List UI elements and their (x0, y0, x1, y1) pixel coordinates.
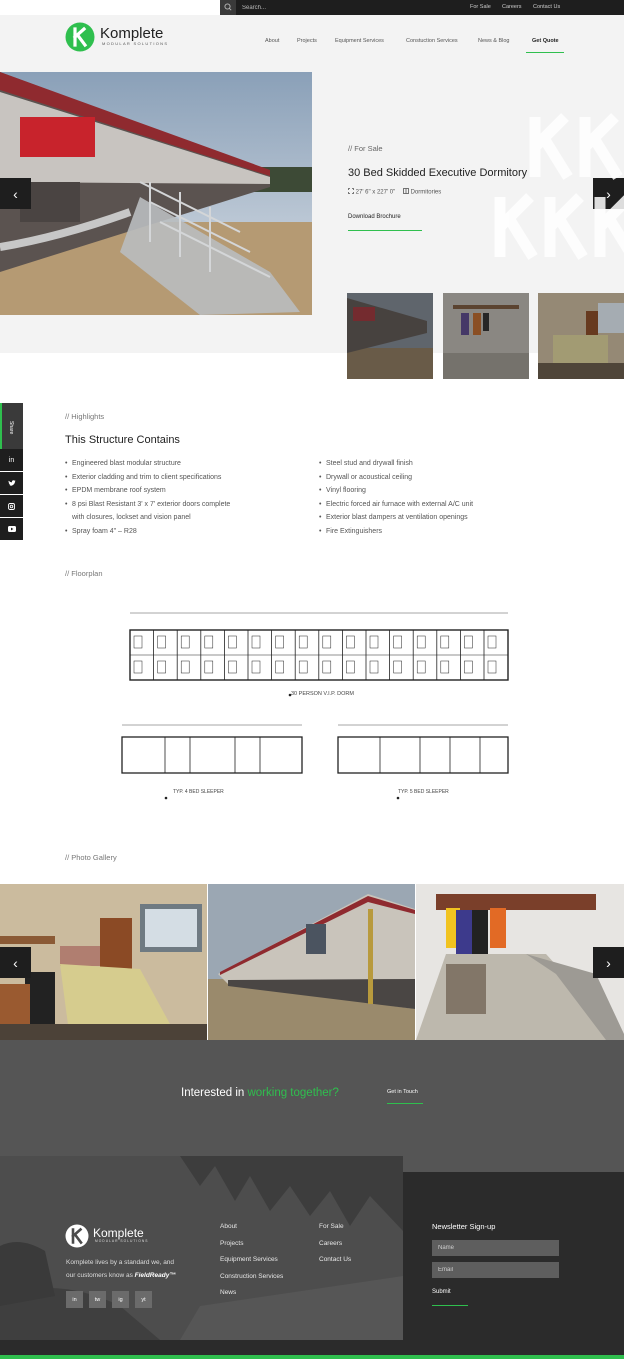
nav-construction-services[interactable]: Constuction Services (406, 38, 458, 44)
top-link-for-sale[interactable]: For Sale (470, 4, 491, 10)
chevron-right-icon: › (606, 954, 611, 971)
youtube-icon (8, 526, 16, 532)
share-accent (0, 403, 2, 449)
twitter-icon: tw (94, 1296, 101, 1303)
footer-link-about[interactable]: About (220, 1223, 237, 1230)
thumbnail-exterior[interactable] (347, 293, 433, 379)
hero-rooms: Dormitories (410, 189, 442, 196)
footer-link-construction[interactable]: Construction Services (220, 1273, 284, 1280)
share-tab[interactable] (0, 403, 23, 449)
hero-tag: // For Sale (348, 144, 383, 153)
footer-accent-strip (0, 1355, 624, 1359)
floorplan-label: // Floorplan (65, 569, 103, 578)
footer-newsletter-panel (403, 1172, 624, 1340)
share-twitter[interactable] (0, 472, 23, 494)
newsletter-submit-button[interactable]: Submit (432, 1289, 451, 1295)
highlights-list-left (65, 457, 230, 538)
twitter-icon (8, 480, 16, 487)
logo-k-icon (65, 1224, 91, 1248)
newsletter-title: Newsletter Sign-up (432, 1222, 496, 1231)
highlight-item: • Drywall or acoustical ceiling (319, 471, 473, 485)
hero-photo-dormitory (0, 72, 312, 315)
footer-link-careers[interactable]: Careers (319, 1240, 343, 1247)
highlights-list-right (319, 457, 473, 538)
highlight-item-continued: with closures, lockset and vision panel (72, 514, 191, 521)
search-input[interactable] (242, 2, 422, 13)
instagram-icon (8, 503, 15, 510)
hero-size: 27' 6" x 227' 0" (355, 189, 396, 196)
tagline-line-2: our customers know as (66, 1272, 135, 1279)
footer-link-news[interactable]: News (220, 1289, 237, 1296)
size-icon (348, 188, 354, 194)
highlight-item: • Exterior blast dampers at ventilation openings (319, 511, 473, 525)
footer-logo[interactable] (65, 1224, 165, 1248)
nav-quote-underline (526, 52, 564, 53)
footer-linkedin[interactable] (66, 1291, 83, 1308)
highlight-item: • EPDM membrane roof system (65, 484, 230, 498)
footer-youtube[interactable] (135, 1291, 152, 1308)
footer-link-projects[interactable]: Projects (220, 1240, 244, 1247)
gallery-prev-arrow[interactable] (0, 947, 31, 978)
room-icon (403, 188, 409, 194)
nav-news-blog[interactable]: News & Blog (478, 38, 510, 44)
thumbnail-bedroom[interactable] (538, 293, 624, 379)
logo-wordmark: Komplete (100, 25, 164, 42)
highlight-item: • Engineered blast modular structure (65, 457, 230, 471)
footer-instagram[interactable] (112, 1291, 129, 1308)
highlight-item: • 8 psi Blast Resistant 3' x 7' exterior doors complete (65, 498, 230, 512)
floorplan-left-caption: TYP. 4 BED SLEEPER (173, 789, 224, 795)
gallery-next-arrow[interactable] (593, 947, 624, 978)
footer-twitter[interactable] (89, 1291, 106, 1308)
linkedin-icon: in (8, 456, 15, 464)
highlight-item: • Electric forced air furnace with external A/C unit (319, 498, 473, 512)
hero-meta (348, 188, 441, 196)
structure-title: This Structure Contains (65, 434, 180, 446)
floorplan-right-caption: TYP. 5 BED SLEEPER (398, 789, 449, 795)
gallery-photo-bedroom[interactable] (0, 884, 207, 1040)
thumbnail-mudroom[interactable] (443, 293, 529, 379)
top-link-careers[interactable]: Careers (502, 4, 522, 10)
chevron-left-icon: ‹ (13, 954, 18, 971)
brochure-underline (348, 230, 422, 231)
tagline-line-1: Komplete lives by a standard we, and (66, 1259, 175, 1266)
footer-link-contact[interactable]: Contact Us (319, 1256, 352, 1263)
top-bar (220, 0, 624, 15)
share-linkedin[interactable] (0, 449, 23, 471)
nav-get-quote[interactable]: Get Quote (532, 38, 559, 44)
share-youtube[interactable] (0, 518, 23, 540)
hero-prev-arrow[interactable] (0, 178, 31, 209)
highlight-item: • Vinyl flooring (319, 484, 473, 498)
newsletter-name-input[interactable] (432, 1240, 559, 1256)
nav-equipment-services[interactable]: Equipment Services (335, 38, 384, 44)
site-logo[interactable] (65, 22, 185, 52)
highlight-item: • Steel stud and drywall finish (319, 457, 473, 471)
tagline-brand: FieldReady™ (134, 1272, 176, 1279)
nav-about[interactable]: About (265, 38, 280, 44)
floorplan-drawing (100, 605, 520, 810)
search-button[interactable] (220, 0, 236, 15)
search-icon (220, 0, 236, 15)
youtube-icon: yt (141, 1296, 146, 1303)
footer-link-equipment[interactable]: Equipment Services (220, 1256, 278, 1263)
cta-button-underline (387, 1103, 423, 1104)
highlight-item: • Exterior cladding and trim to client specifications (65, 471, 230, 485)
footer-link-for-sale[interactable]: For Sale (319, 1223, 344, 1230)
hero-title: 30 Bed Skidded Executive Dormitory (348, 167, 528, 179)
get-in-touch-button[interactable]: Get in Touch (387, 1089, 418, 1095)
footer-tagline (66, 1256, 196, 1282)
highlight-item: • Spray foam 4" – R28 (65, 525, 230, 539)
cta-lead: Interested in (181, 1087, 248, 1099)
cta-highlight: working together? (247, 1087, 339, 1099)
floorplan-main-caption: 30 PERSON V.I.P. DORM (291, 691, 354, 697)
newsletter-email-input[interactable] (432, 1262, 559, 1278)
footer-bottom-bar (0, 1340, 624, 1355)
top-link-contact[interactable]: Contact Us (533, 4, 561, 10)
linkedin-icon: in (72, 1296, 77, 1303)
footer-photo-panel (0, 1156, 403, 1340)
cta-banner (0, 1040, 624, 1156)
footer-gap (403, 1156, 624, 1172)
chevron-right-icon: › (606, 185, 611, 202)
footer-logo-wordmark: Komplete (93, 1226, 144, 1240)
nav-projects[interactable]: Projects (297, 38, 317, 44)
submit-underline (432, 1305, 468, 1306)
logo-subtitle: MODULAR SOLUTIONS (102, 41, 169, 46)
download-brochure-button[interactable]: Download Brochure (348, 214, 401, 220)
gallery-photo-exterior[interactable] (208, 884, 415, 1040)
gallery-label: // Photo Gallery (65, 853, 117, 862)
chevron-left-icon: ‹ (13, 185, 18, 202)
footer-logo-subtitle: MODULAR SOLUTIONS (95, 1239, 149, 1243)
share-instagram[interactable] (0, 495, 23, 517)
highlight-item: • Fire Extinguishers (319, 525, 473, 539)
share-label: Share (8, 421, 14, 435)
instagram-icon: ig (118, 1296, 123, 1303)
cta-heading (181, 1087, 339, 1099)
highlights-label: // Highlights (65, 412, 105, 421)
